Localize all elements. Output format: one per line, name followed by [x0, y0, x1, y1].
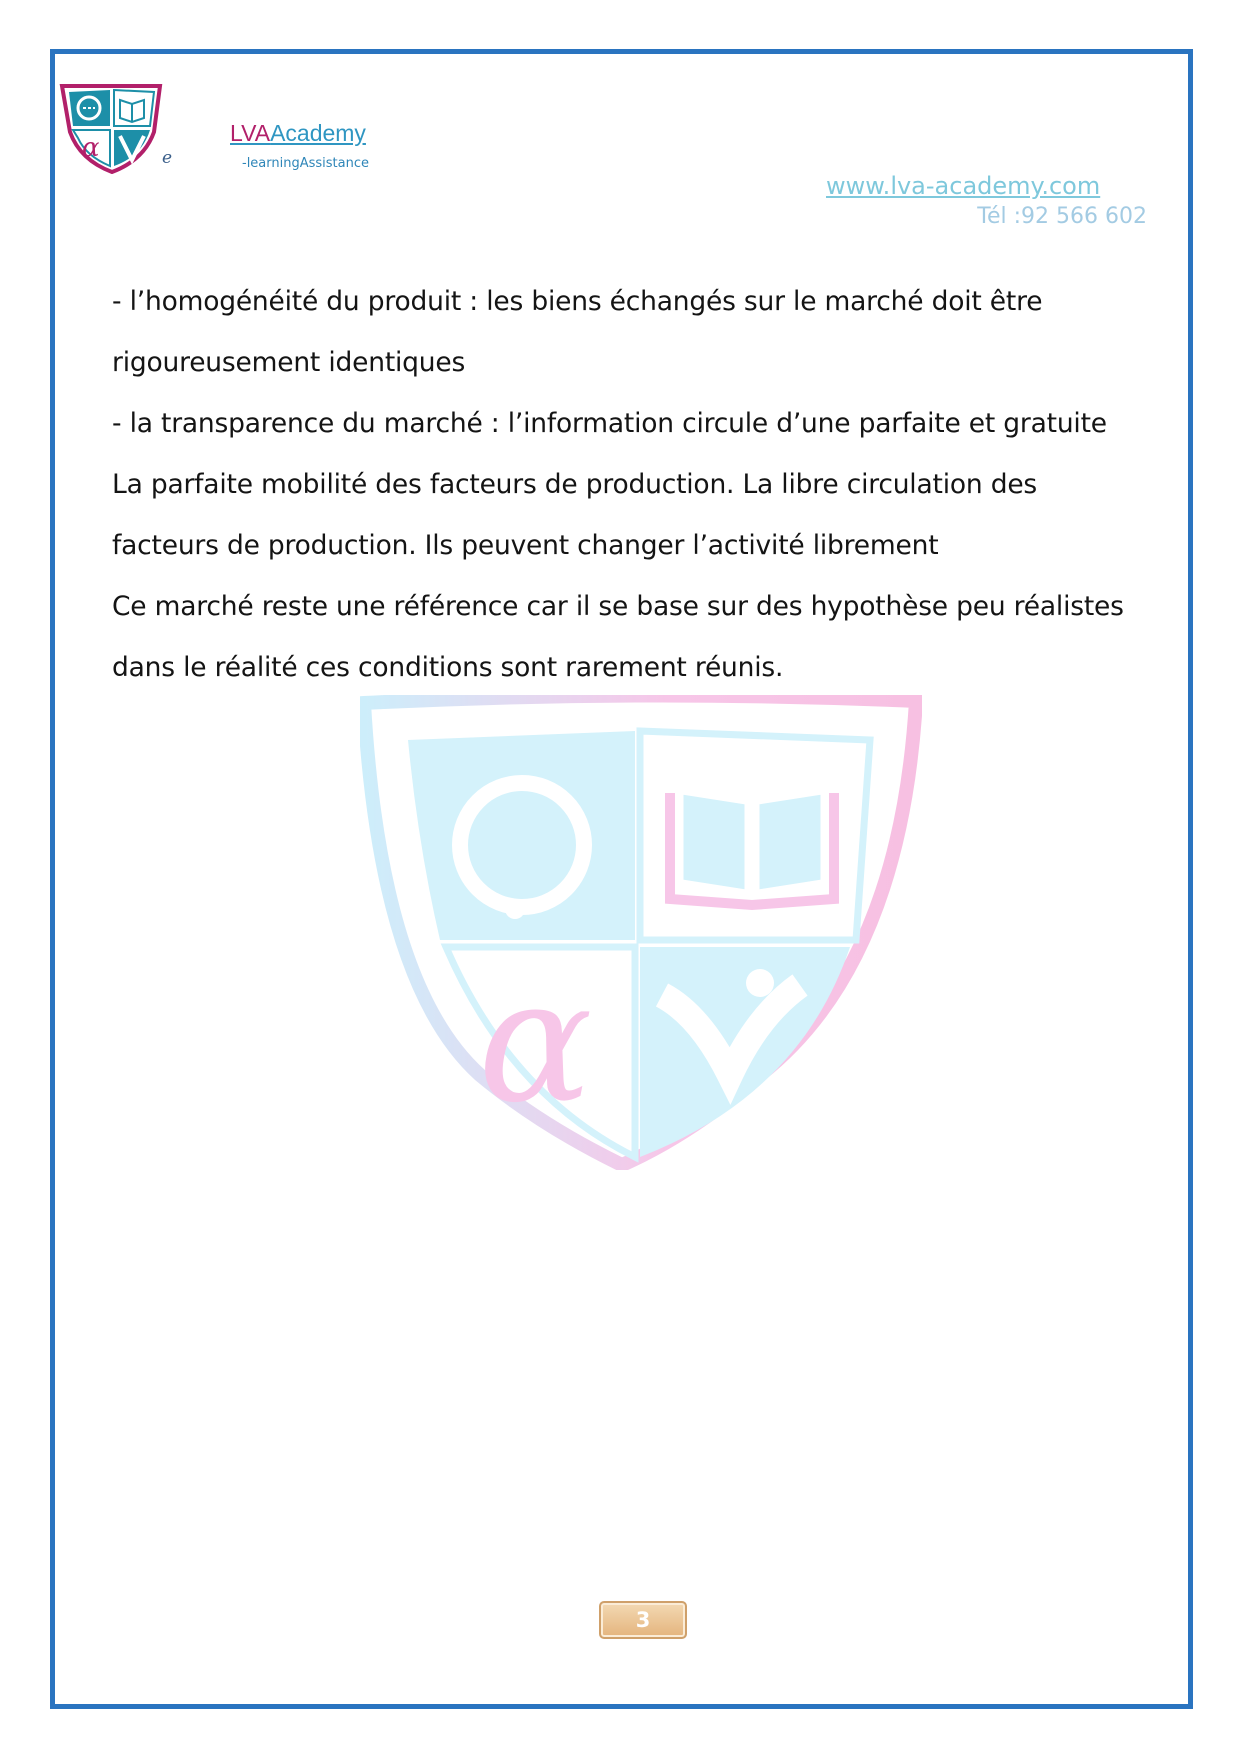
document-body — [112, 277, 1152, 704]
brand-name[interactable] — [230, 120, 366, 147]
text-line: rigoureusement identiques — [112, 347, 466, 378]
website-link[interactable]: www.lva-academy.com — [826, 172, 1101, 200]
text-line: dans le réalité ces conditions sont rarement réunis. — [112, 652, 784, 683]
text-line: facteurs de production. Ils peuvent changer l’activité librement — [112, 530, 939, 561]
lva-shield-logo — [58, 80, 166, 174]
text-line: - la transparence du marché : l’information circule d’une parfaite et gratuite — [112, 408, 1107, 439]
alpha-symbol: α — [478, 943, 593, 1141]
shield-watermark — [360, 695, 922, 1170]
page-number-badge: 3 — [599, 1601, 687, 1639]
text-line: - l’homogénéité du produit : les biens échangés sur le marché doit être — [112, 286, 1043, 317]
logo-letter-e: e — [162, 148, 173, 168]
text-line: Ce marché reste une référence car il se base sur des hypothèse peu réalistes — [112, 591, 1124, 622]
brand-tagline: -learningAssistance — [242, 156, 369, 171]
phone-number: Tél :92 566 602 — [977, 204, 1147, 229]
brand-academy: Academy — [270, 120, 366, 146]
svg-text:α: α — [82, 133, 100, 163]
text-line: La parfaite mobilité des facteurs de production. La libre circulation des — [112, 469, 1038, 500]
brand-lva: LVA — [230, 120, 271, 146]
